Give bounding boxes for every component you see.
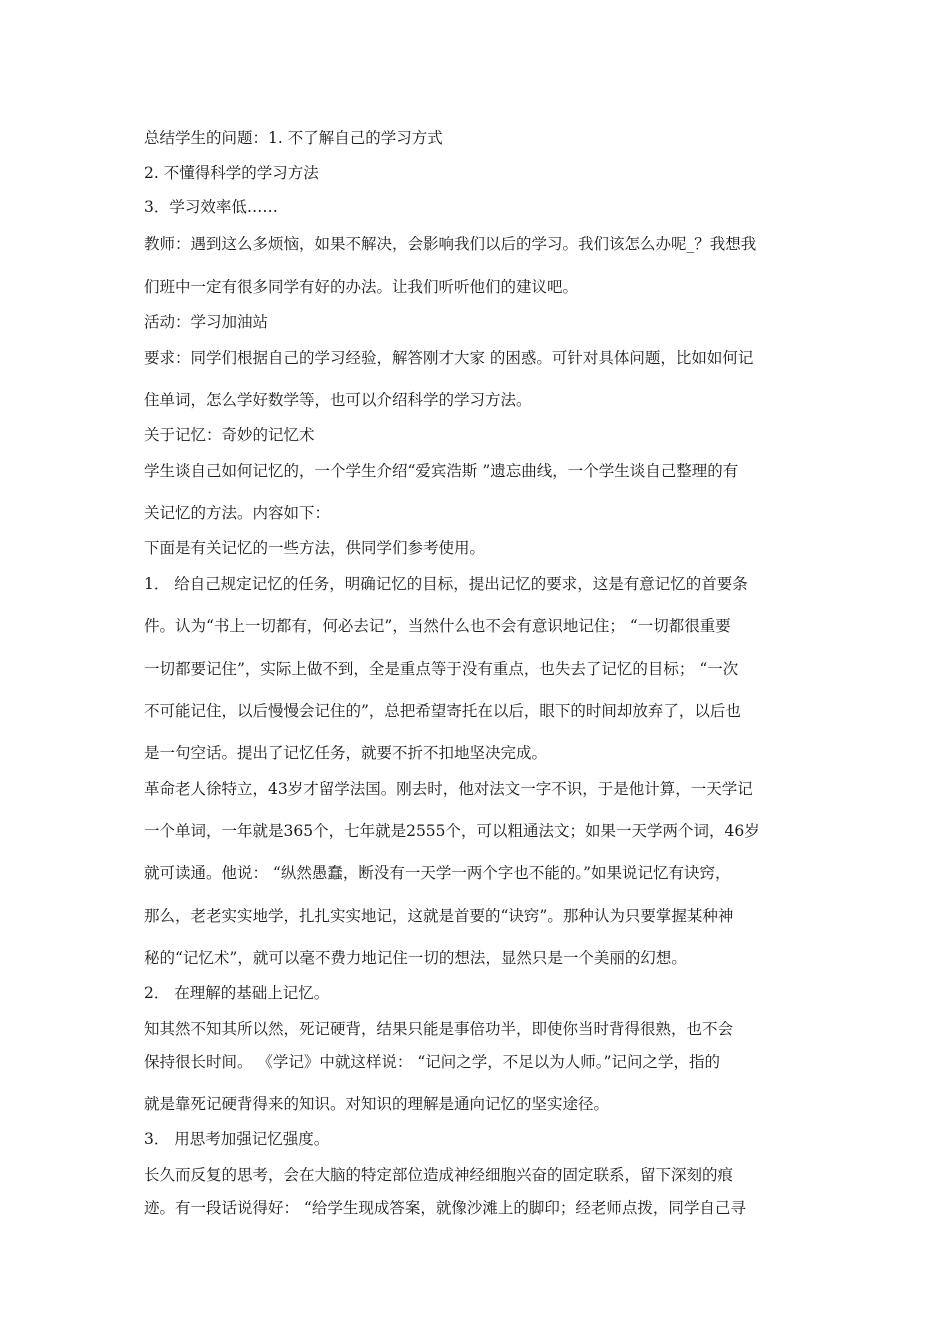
text-line: 学生谈自己如何记忆的，一个学生介绍“爱宾浩斯 ”遗忘曲线，一个学生谈自己整理的有 [144,462,739,480]
text-line: 3．学习效率低…… [144,198,278,216]
text-line: 革命老人徐特立，43岁才留学法国。刚去时，他对法文一字不识，于是他计算，一天学记 [144,780,753,798]
text-line: 秘的“记忆术”，就可以毫不费力地记住一切的想法，显然只是一个美丽的幻想。 [144,949,687,967]
text-line: 迹。有一段话说得好： “给学生现成答案，就像沙滩上的脚印；经老师点拨，同学自己寻 [144,1199,746,1217]
text-line: 活动：学习加油站 [144,313,269,331]
text-line: 总结学生的问题：1. 不了解自己的学习方式 [144,129,443,147]
text-line: 就可读通。他说： “纵然愚蠢，断没有一天学一两个字也不能的。”如果说记忆有诀窍， [144,864,731,882]
text-line: 件。认为“书上一切都有，何必去记”，当然什么也不会有意识地记住； “一切都很重要 [144,617,731,635]
text-line: 住单词，怎么学好数学等，也可以介绍科学的学习方法。 [144,391,532,409]
text-line: 2． 在理解的基础上记忆。 [144,984,330,1002]
text-line: 们班中一定有很多同学有好的办法。让我们听听他们的建议吧。 [144,278,579,296]
text-line: 要求：同学们根据自己的学习经验，解答刚才大家 的困惑。可针对具体问题，比如如何记 [144,349,754,367]
text-line: 2. 不懂得科学的学习方法 [144,164,319,182]
text-line: 一切都要记住”，实际上做不到，全是重点等于没有重点，也失去了记忆的目标； “一次 [144,660,739,678]
text-line: 一个单词，一年就是365个，七年就是2555个，可以粗通法文；如果一天学两个词，46岁 [144,822,760,840]
text-line: 关于记忆：奇妙的记忆术 [144,426,315,444]
text-line: 下面是有关记忆的一些方法，供同学们参考使用。 [144,539,486,557]
text-line: 是一句空话。提出了记忆任务，就要不折不扣地坚决完成。 [144,744,548,762]
text-line: 不可能记住，以后慢慢会记住的”，总把希望寄托在以后，眼下的时间却放弃了，以后也 [144,702,741,720]
text-line: 长久而反复的思考，会在大脑的特定部位造成神经细胞兴奋的固定联系，留下深刻的痕 [144,1166,734,1184]
text-line: 关记忆的方法。内容如下： [144,504,331,522]
text-line: 3． 用思考加强记忆强度。 [144,1130,330,1148]
text-line: 知其然不知其所以然，死记硬背，结果只能是事倍功半，即使你当时背得很熟，也不会 [144,1020,734,1038]
text-line: 1． 给自己规定记忆的任务，明确记忆的目标，提出记忆的要求，这是有意记忆的首要条 [144,575,748,593]
text-line: 那么，老老实实地学，扎扎实实地记，这就是首要的“诀窍”。那种认为只要掌握某种神 [144,907,734,925]
text-line: 教师：遇到这么多烦恼，如果不解决，会影响我们以后的学习。我们该怎么办呢_？我想我 [144,235,757,253]
text-line: 就是靠死记硬背得来的知识。对知识的理解是通向记忆的坚实途径。 [144,1095,610,1113]
text-line: 保持很长时间。 《学记》中就这样说： “记问之学，不足以为人师。”记问之学，指的 [144,1053,720,1071]
